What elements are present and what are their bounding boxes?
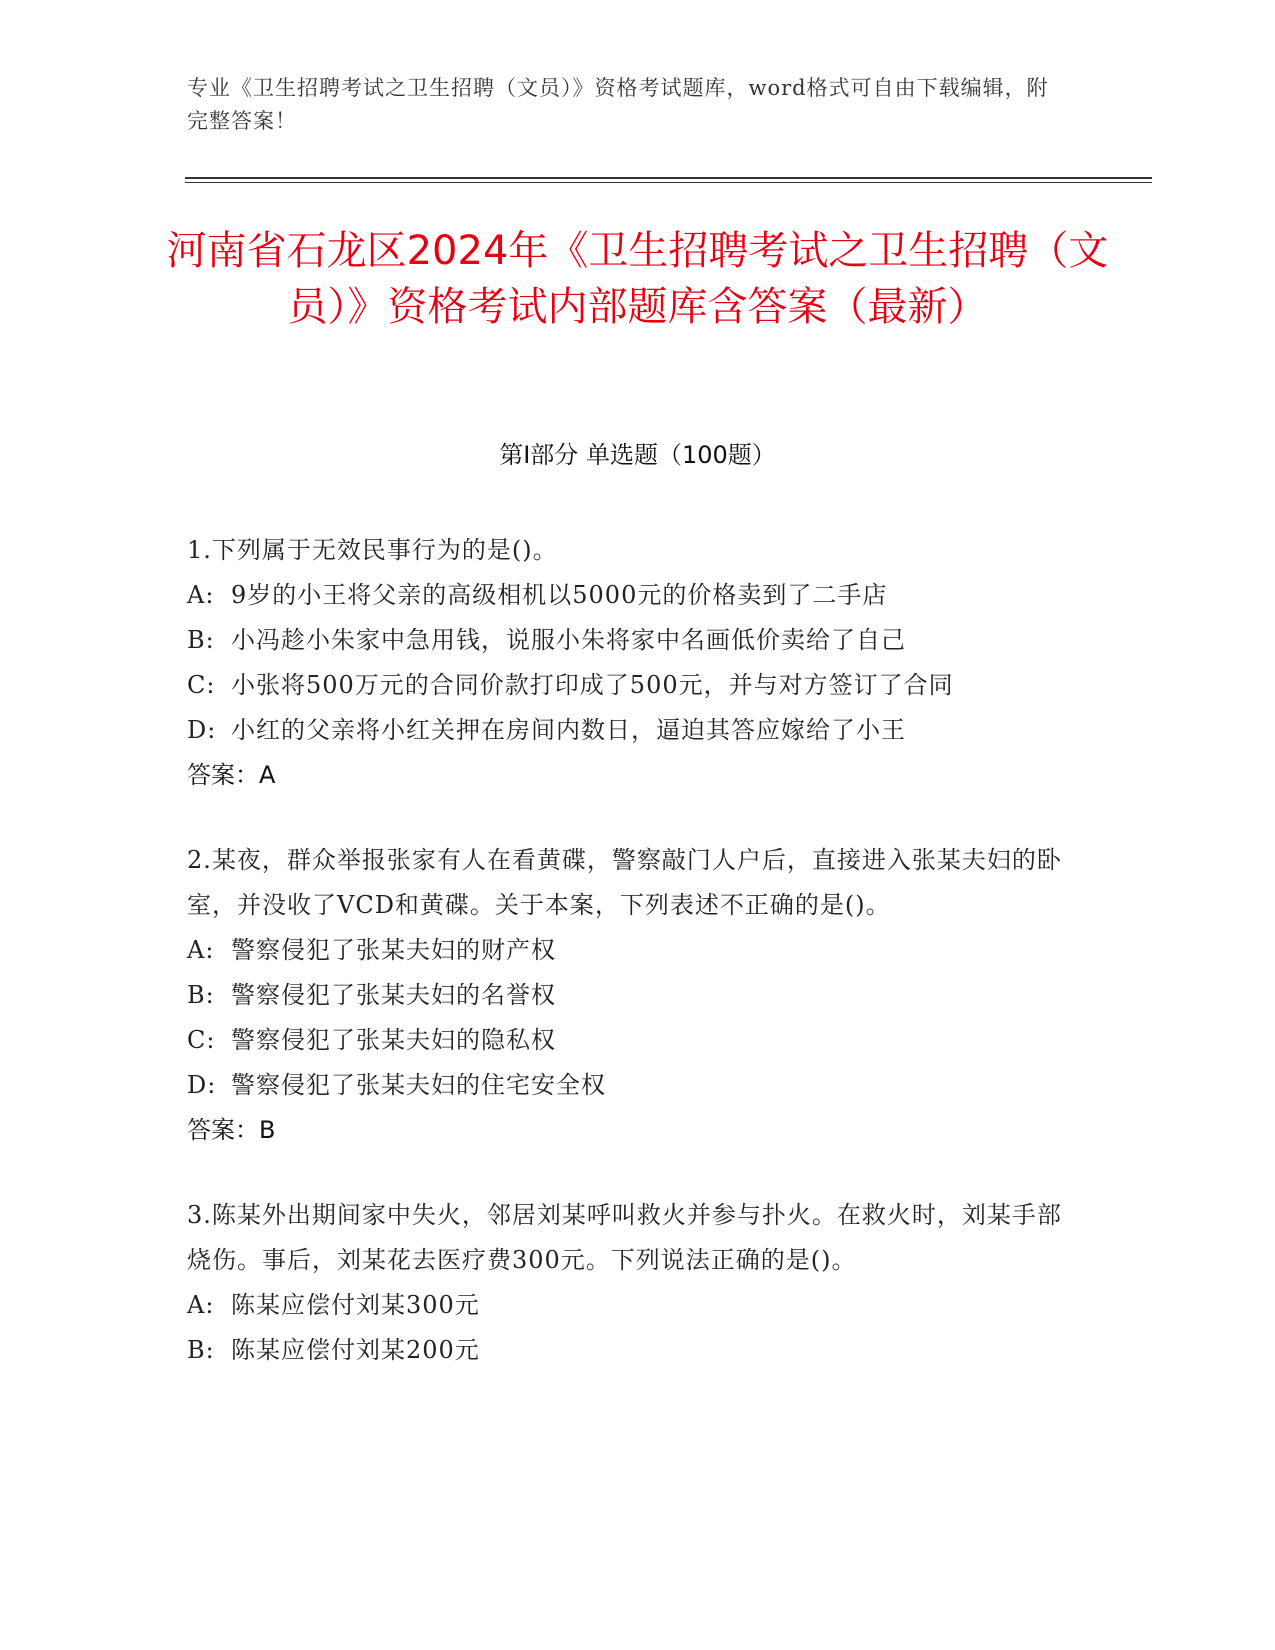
question-stem: 1.下列属于无效民事行为的是()。 bbox=[187, 536, 558, 564]
option-key: B: bbox=[187, 1336, 215, 1364]
option-a bbox=[187, 1283, 1067, 1328]
option-text: 陈某应偿付刘某200元 bbox=[231, 1336, 480, 1364]
question-2 bbox=[187, 838, 1067, 1153]
option-text: 陈某应偿付刘某300元 bbox=[231, 1291, 480, 1319]
option-key: A: bbox=[187, 1291, 215, 1319]
option-c bbox=[187, 1018, 1067, 1063]
option-a bbox=[187, 928, 1067, 973]
option-text: 警察侵犯了张某夫妇的财产权 bbox=[231, 936, 556, 964]
question-stem: 3.陈某外出期间家中失火，邻居刘某呼叫救火并参与扑火。在救火时，刘某手部烧伤。事后，刘某花去医疗费300元。下列说法正确的是()。 bbox=[187, 1201, 1062, 1274]
option-text: 警察侵犯了张某夫妇的住宅安全权 bbox=[231, 1071, 606, 1099]
answer: 答案：B bbox=[187, 1116, 276, 1144]
option-c bbox=[187, 663, 1067, 708]
section-heading: 第Ⅰ部分 单选题（100题） bbox=[499, 441, 776, 469]
question-1 bbox=[187, 528, 1067, 798]
option-key: A: bbox=[187, 581, 215, 609]
option-text: 9岁的小王将父亲的高级相机以5000元的价格卖到了二手店 bbox=[231, 581, 888, 609]
question-3 bbox=[187, 1193, 1067, 1373]
option-a bbox=[187, 573, 1067, 618]
option-d bbox=[187, 1063, 1067, 1108]
option-b bbox=[187, 973, 1067, 1018]
option-d bbox=[187, 708, 1067, 753]
option-key: B: bbox=[187, 626, 215, 654]
question-stem: 2.某夜，群众举报张家有人在看黄碟，警察敲门人户后，直接进入张某夫妇的卧室，并没收了VCD和黄碟。关于本案，下列表述不正确的是()。 bbox=[187, 846, 1062, 919]
option-text: 警察侵犯了张某夫妇的名誉权 bbox=[231, 981, 556, 1009]
document-title: 河南省石龙区2024年《卫生招聘考试之卫生招聘（文员）》资格考试内部题库含答案（最新） bbox=[166, 228, 1109, 330]
question-list bbox=[187, 528, 1067, 1413]
option-key: C: bbox=[187, 1026, 216, 1054]
option-b bbox=[187, 1328, 1067, 1373]
option-text: 小张将500万元的合同价款打印成了500元，并与对方签订了合同 bbox=[231, 671, 954, 699]
option-key: D: bbox=[187, 1071, 217, 1099]
header-note: 专业《卫生招聘考试之卫生招聘（文员）》资格考试题库，word格式可自由下载编辑，附完整答案！ bbox=[187, 76, 1049, 133]
option-key: B: bbox=[187, 981, 215, 1009]
option-text: 小红的父亲将小红关押在房间内数日，逼迫其答应嫁给了小王 bbox=[231, 716, 906, 744]
header-divider-thin bbox=[185, 182, 1152, 183]
option-key: C: bbox=[187, 671, 216, 699]
header-divider-thick bbox=[185, 177, 1152, 179]
option-b bbox=[187, 618, 1067, 663]
option-text: 小冯趁小朱家中急用钱，说服小朱将家中名画低价卖给了自己 bbox=[231, 626, 906, 654]
answer: 答案：A bbox=[187, 761, 276, 789]
option-text: 警察侵犯了张某夫妇的隐私权 bbox=[231, 1026, 556, 1054]
option-key: A: bbox=[187, 936, 215, 964]
option-key: D: bbox=[187, 716, 217, 744]
